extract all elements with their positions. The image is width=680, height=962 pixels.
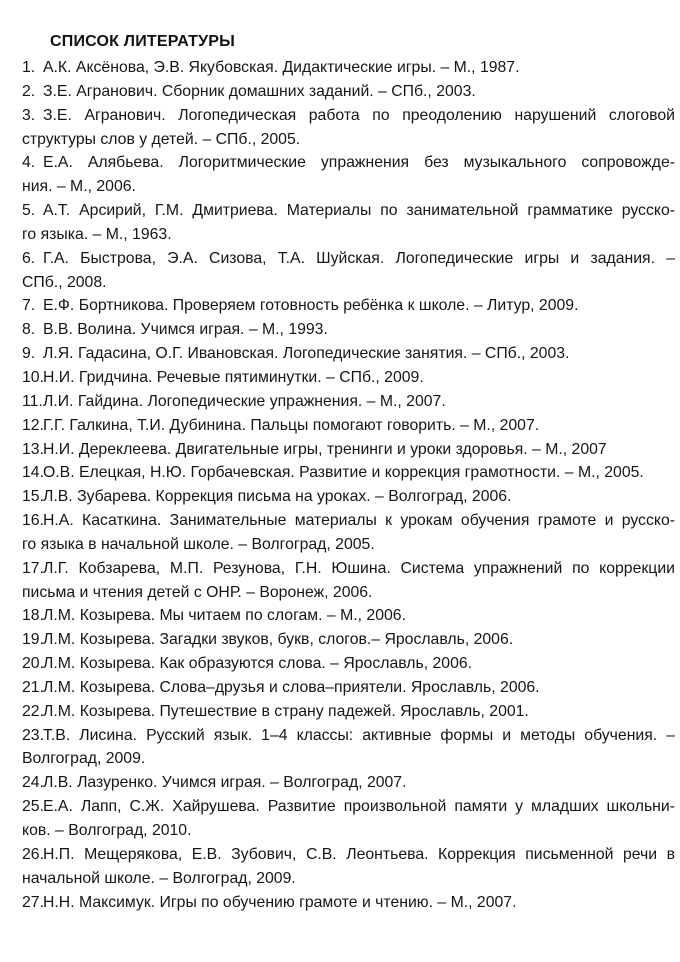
item-number: 23. <box>22 726 44 744</box>
reference-item <box>22 676 675 700</box>
reference-item <box>22 604 675 628</box>
reference-line: го языка. – М., 1963. <box>22 225 172 243</box>
reference-line: 13.Н.И. Дереклеева. Двигательные игры, тренинги и уроки здоровья. – М., 2007 <box>22 438 675 462</box>
reference-item <box>22 771 675 795</box>
item-number: 24. <box>22 774 44 792</box>
item-number: 19. <box>22 631 44 649</box>
reference-item <box>22 843 675 891</box>
reference-line: 20.Л.М. Козырева. Как образуются слова. – Ярославль, 2006. <box>22 652 675 676</box>
reference-line: 1. А.К. Аксёнова, Э.В. Якубовская. Дидактические игры. – М., 1987. <box>22 56 675 80</box>
item-number: 8. <box>22 321 36 339</box>
reference-line: го языка в начальной школе. – Волгоград, 2005. <box>22 535 375 553</box>
reference-item <box>22 438 675 462</box>
item-number: 9. <box>22 345 36 363</box>
reference-item <box>22 628 675 652</box>
reference-item <box>22 724 675 772</box>
item-number: 6. <box>22 249 36 267</box>
reference-line: 8. В.В. Волина. Учимся играя. – М., 1993. <box>22 318 675 342</box>
reference-item <box>22 151 675 199</box>
reference-line: СПб., 2008. <box>22 273 107 291</box>
item-number: 1. <box>22 59 36 76</box>
reference-line: 18.Л.М. Козырева. Мы читаем по слогам. – М., 2006. <box>22 604 675 628</box>
reference-line: 17.Л.Г. Кобзарева, М.П. Резунова, Г.Н. Юшина. Система упражнений по коррекции <box>22 557 675 581</box>
reference-line: 14.О.В. Елецкая, Н.Ю. Горбачевская. Развитие и коррекция грамотности. – М., 2005. <box>22 461 675 485</box>
item-number: 22. <box>22 702 44 720</box>
reference-line: 11.Л.И. Гайдина. Логопедические упражнения. – М., 2007. <box>22 390 675 414</box>
reference-item <box>22 390 675 414</box>
reference-line: 21.Л.М. Козырева. Слова–друзья и слова–приятели. Ярославль, 2006. <box>22 676 675 700</box>
item-number: 17. <box>22 559 44 577</box>
reference-line: 23.Т.В. Лисина. Русский язык. 1–4 классы: активные формы и методы обучения. – <box>22 724 675 748</box>
reference-line: 15.Л.В. Зубарева. Коррекция письма на уроках. – Волгоград, 2006. <box>22 485 675 509</box>
item-number: 7. <box>22 297 36 315</box>
reference-line: 19.Л.М. Козырева. Загадки звуков, букв, слогов.– Ярославль, 2006. <box>22 628 675 652</box>
item-number: 25. <box>22 798 44 816</box>
reference-item <box>22 318 675 342</box>
item-number: 14. <box>22 464 44 482</box>
item-number: 20. <box>22 655 44 673</box>
reference-line: 6. Г.А. Быстрова, Э.А. Сизова, Т.А. Шуйская. Логопедические игры и задания. – <box>22 247 675 271</box>
reference-item <box>22 485 675 509</box>
reference-line: 7. Е.Ф. Бортникова. Проверяем готовность ребёнка к школе. – Литур, 2009. <box>22 294 675 318</box>
reference-item <box>22 509 675 557</box>
reference-item <box>22 294 675 318</box>
reference-list <box>0 56 680 914</box>
reference-line: ния. – М., 2006. <box>22 178 136 196</box>
item-number: 4. <box>22 154 36 172</box>
reference-line: 9. Л.Я. Гадасина, О.Г. Ивановская. Логопедические занятия. – СПб., 2003. <box>22 342 675 366</box>
item-number: 18. <box>22 607 44 625</box>
reference-line: Волгоград, 2009. <box>22 750 146 768</box>
reference-line: 5. А.Т. Арсирий, Г.М. Дмитриева. Материалы по занимательной грамматике русско- <box>22 199 675 223</box>
reference-item <box>22 891 675 915</box>
reference-line: 16.Н.А. Касаткина. Занимательные материалы к урокам обучения грамоте и русско- <box>22 509 675 533</box>
item-number: 12. <box>22 416 44 434</box>
reference-line: 2. З.Е. Агранович. Сборник домашних заданий. – СПб., 2003. <box>22 80 675 104</box>
reference-line: структуры слов у детей. – СПб., 2005. <box>22 130 301 148</box>
reference-line: 26.Н.П. Мещерякова, Е.В. Зубович, С.В. Леонтьева. Коррекция письменной речи в <box>22 843 675 867</box>
reference-line: ков. – Волгоград, 2010. <box>22 822 192 839</box>
reference-item <box>22 795 675 843</box>
item-number: 3. <box>22 106 36 124</box>
reference-item <box>22 56 675 80</box>
reference-item <box>22 461 675 485</box>
reference-item <box>22 366 675 390</box>
item-number: 11. <box>22 392 43 410</box>
reference-item <box>22 414 675 438</box>
reference-item <box>22 104 675 152</box>
reference-item <box>22 652 675 676</box>
item-number: 10. <box>22 368 44 386</box>
reference-item <box>22 80 675 104</box>
item-number: 2. <box>22 82 36 100</box>
page-title: СПИСОК ЛИТЕРАТУРЫ <box>50 33 236 50</box>
item-number: 13. <box>22 440 44 458</box>
reference-line: 27.Н.Н. Максимук. Игры по обучению грамоте и чтению. – М., 2007. <box>22 891 675 915</box>
reference-line: письма и чтения детей с ОНР. – Воронеж, 2006. <box>22 583 373 601</box>
item-number: 16. <box>22 512 44 530</box>
reference-item <box>22 247 675 295</box>
reference-line: 24.Л.В. Лазуренко. Учимся играя. – Волгоград, 2007. <box>22 771 675 795</box>
item-number: 15. <box>22 488 44 506</box>
reference-line: 4. Е.А. Алябьева. Логоритмические упражнения без музыкального сопровожде- <box>22 151 675 175</box>
reference-item <box>22 342 675 366</box>
reference-item <box>22 199 675 247</box>
reference-item <box>22 557 675 605</box>
item-number: 27. <box>22 893 44 911</box>
reference-line: 22.Л.М. Козырева. Путешествие в страну падежей. Ярославль, 2001. <box>22 700 675 724</box>
reference-line: 12.Г.Г. Галкина, Т.И. Дубинина. Пальцы помогают говорить. – М., 2007. <box>22 414 675 438</box>
item-number: 21. <box>22 678 44 696</box>
item-number: 26. <box>22 845 44 863</box>
reference-item <box>22 700 675 724</box>
reference-line: 10.Н.И. Гридчина. Речевые пятиминутки. – СПб., 2009. <box>22 366 675 390</box>
reference-line: 25.Е.А. Лапп, С.Ж. Хайрушева. Развитие произвольной памяти у младших школьни- <box>22 795 675 819</box>
reference-line: начальной школе. – Волгоград, 2009. <box>22 869 296 887</box>
reference-line: 3. З.Е. Агранович. Логопедическая работа по преодолению нарушений слоговой <box>22 104 675 128</box>
item-number: 5. <box>22 202 36 220</box>
